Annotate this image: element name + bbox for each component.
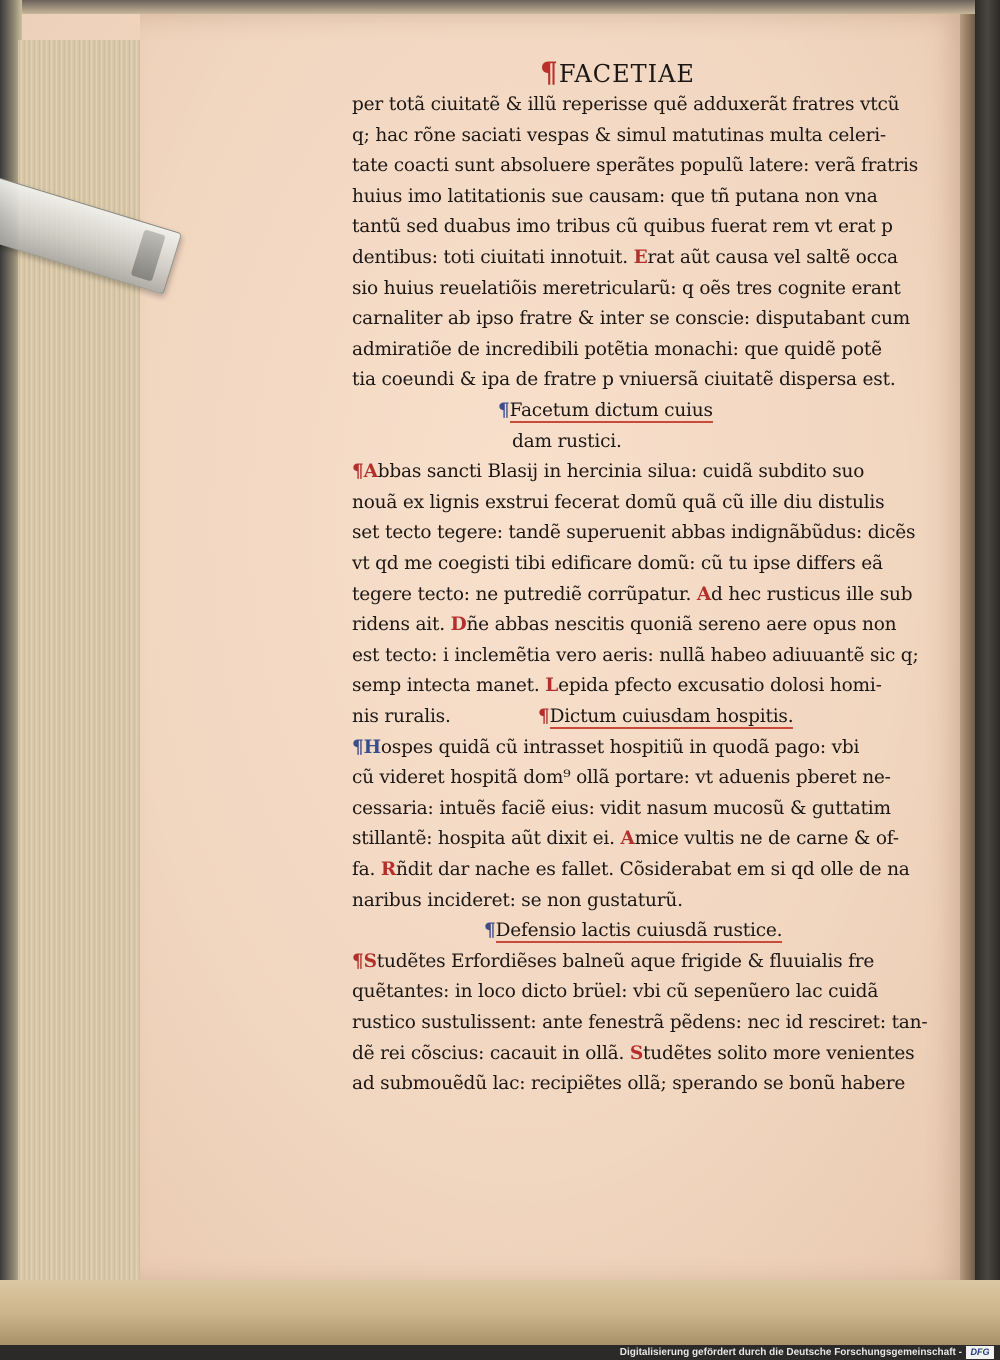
text-line bbox=[352, 274, 901, 304]
section-title bbox=[498, 396, 713, 426]
rubricated-initial: L bbox=[545, 675, 559, 697]
rubricated-initial: A bbox=[363, 461, 378, 483]
text-segment: sio huius reuelatiõis meretricularũ: q oẽs tres cognite erant bbox=[352, 277, 901, 299]
running-head bbox=[540, 56, 695, 90]
text-segment: rustico sustulissent: ante fenestrã pẽdens: nec id resciret: tan- bbox=[352, 1012, 928, 1033]
text-line bbox=[352, 212, 893, 242]
facing-page-edge bbox=[975, 0, 1000, 1345]
text-line bbox=[352, 824, 899, 854]
text-segment: ñe abbas nescitis quoniã sereno aere opus non bbox=[466, 614, 897, 636]
book-bottom-edge bbox=[0, 1280, 1000, 1345]
rubricated-initial: D bbox=[450, 614, 467, 636]
text-line bbox=[352, 610, 896, 640]
text-line bbox=[352, 1069, 905, 1099]
mixed-line bbox=[352, 702, 793, 732]
text-line bbox=[352, 977, 878, 1007]
section-title-cont: dam rustici. bbox=[512, 430, 622, 452]
section-title bbox=[484, 916, 782, 946]
text-line bbox=[352, 518, 915, 548]
text-line bbox=[352, 947, 874, 977]
text-segment: cessaria: intuẽs faciẽ eius: vidit nasum mucosũ & guttatim bbox=[352, 797, 891, 819]
text-line bbox=[352, 151, 918, 181]
text-segment: cũ videret hospitã dom⁹ ollã portare: vt aduenis pberet ne- bbox=[352, 767, 891, 789]
text-segment: tudẽtes solito more venientes bbox=[643, 1042, 915, 1064]
section-title-text: Defensio lactis cuiusdã rustice. bbox=[495, 920, 783, 942]
text-segment: semp intecta manet. bbox=[352, 675, 546, 697]
rubricated-initial: E bbox=[633, 247, 648, 268]
text-line bbox=[352, 488, 884, 518]
pilcrow-icon: ¶ bbox=[352, 461, 364, 483]
text-line bbox=[352, 1039, 914, 1069]
text-line bbox=[352, 90, 899, 120]
text-line bbox=[352, 671, 882, 701]
dfg-logo-icon: DFG bbox=[966, 1346, 994, 1359]
text-line bbox=[352, 243, 898, 273]
text-segment: admiratiõe de incredibili potẽtia monachi: que quidẽ potẽ bbox=[352, 338, 882, 360]
running-head-initial: ¶ bbox=[540, 56, 559, 89]
text-segment: d hec rusticus ille sub bbox=[711, 583, 913, 605]
text-segment: ad submouẽdũ lac: recipiẽtes ollã; sperando se bonũ habere bbox=[352, 1073, 906, 1095]
text-segment: quẽtantes: in loco dicto brüel: vbi cũ sepenũero lac cuidã bbox=[352, 981, 879, 1003]
rubricated-initial: R bbox=[380, 859, 397, 880]
text-line bbox=[352, 457, 864, 487]
text-segment: ñdit dar nache es fallet. Cõsiderabat em si qd olle de na bbox=[396, 859, 910, 880]
text-line bbox=[352, 335, 882, 365]
text-segment: tegere tecto: ne putrediẽ corrũpatur. bbox=[352, 583, 697, 605]
text-line bbox=[352, 763, 891, 793]
text-line bbox=[352, 304, 910, 334]
text-segment: set tecto tegere: tandẽ superuenit abbas indignãbũdus: dicẽs bbox=[352, 522, 916, 544]
text-line bbox=[352, 365, 896, 395]
pilcrow-icon: ¶ bbox=[352, 736, 364, 758]
text-segment: dentibus: toti ciuitati innotuit. bbox=[352, 247, 634, 268]
text-segment: bbas sancti Blasij in hercinia silua: cuidã subdito suo bbox=[377, 461, 865, 483]
text-segment: rat aũt causa vel saltẽ occa bbox=[647, 247, 898, 268]
text-segment: per totã ciuitatẽ & illũ reperisse quẽ adduxerãt fratres vtcũ bbox=[352, 94, 900, 115]
running-head-text: FACETIAE bbox=[558, 60, 695, 88]
section-title-text: Facetum dictum cuius bbox=[509, 400, 713, 421]
rubricated-initial: S bbox=[629, 1042, 644, 1064]
text-segment: epida pfecto excusatio dolosi homi- bbox=[558, 675, 882, 697]
footer-credit: Digitalisierung gefördert durch die Deutsche Forschungsgemeinschaft - bbox=[619, 1347, 962, 1358]
text-segment: fa. bbox=[352, 859, 381, 880]
text-line bbox=[352, 733, 859, 763]
text-line bbox=[352, 182, 878, 212]
text-segment: vt qd me coegisti tibi edificare domũ: cũ tu ipse differs eã bbox=[352, 553, 883, 574]
text-segment: nouã ex lignis exstrui fecerat domũ quã cũ ille diu distulis bbox=[352, 491, 885, 513]
text-segment: ridens ait. bbox=[352, 614, 451, 636]
pilcrow-icon: ¶ bbox=[498, 400, 510, 421]
text-segment: ospes quidã cũ intrasset hospitiũ in quodã pago: vbi bbox=[380, 736, 860, 758]
text-line bbox=[352, 641, 918, 671]
text-line bbox=[352, 1008, 927, 1038]
rubricated-initial: A bbox=[696, 583, 712, 605]
text-line bbox=[352, 580, 912, 610]
rubricated-initial: S bbox=[363, 950, 377, 972]
text-segment: stillantẽ: hospita aũt dixit ei. bbox=[352, 828, 621, 850]
book-top-edge bbox=[0, 0, 1000, 14]
pilcrow-icon: ¶ bbox=[484, 920, 496, 942]
text-segment: tate coacti sunt absoluere sperãtes populũ latere: verã fratris bbox=[352, 155, 919, 177]
text-line bbox=[352, 549, 883, 579]
pilcrow-icon: ¶ bbox=[538, 706, 550, 727]
text-segment: q; hac rõne saciati vespas & simul matutinas multa celeri- bbox=[352, 124, 886, 146]
text-segment: est tecto: i inclemẽtia vero aeris: nullã habeo adiuuantẽ sic q; bbox=[352, 644, 919, 666]
footer-bar bbox=[0, 1345, 1000, 1360]
rubricated-initial: A bbox=[620, 828, 635, 850]
text-segment: tia coeundi & ipa de fratre p vniuersã ciuitatẽ dispersa est. bbox=[352, 369, 896, 391]
section-title-text: Dictum cuiusdam hospitis. bbox=[549, 706, 794, 727]
rubricated-initial: H bbox=[363, 736, 381, 758]
text-line bbox=[352, 886, 683, 916]
text-segment: mice vultis ne de carne & of- bbox=[634, 828, 899, 850]
text-segment: huius imo latitationis sue causam: que tñ putana non vna bbox=[352, 185, 878, 207]
text-line bbox=[352, 855, 910, 885]
text-segment: tudẽtes Erfordiẽses balneũ aque frigide & fluuialis fre bbox=[376, 950, 875, 972]
text-line bbox=[352, 121, 886, 151]
text-segment: nis ruralis. bbox=[352, 706, 451, 727]
text-segment: carnaliter ab ipso fratre & inter se conscie: disputabant cum bbox=[352, 308, 911, 330]
text-line bbox=[352, 794, 891, 824]
text-segment: naribus incideret: se non gustaturũ. bbox=[352, 889, 683, 911]
text-segment: dẽ rei cõscius: cacauit in ollã. bbox=[352, 1042, 630, 1064]
pilcrow-icon: ¶ bbox=[352, 950, 364, 972]
text-segment: tantũ sed duabus imo tribus cũ quibus fuerat rem vt erat p bbox=[352, 216, 893, 238]
